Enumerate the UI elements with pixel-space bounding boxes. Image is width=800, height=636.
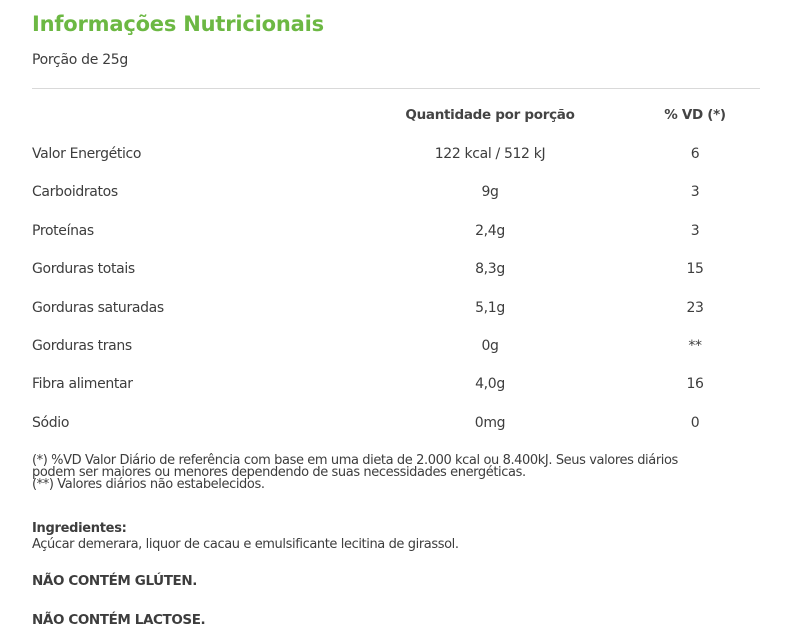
nutrient-name: Valor Energético <box>32 146 142 162</box>
table-row <box>0 289 800 327</box>
table-row <box>0 404 800 442</box>
nutrient-vd: 23 <box>686 299 704 316</box>
table-row <box>0 173 800 211</box>
page-title: Informações Nutricionais <box>32 12 324 36</box>
nutrient-quantity: 9g <box>481 184 499 201</box>
table-row <box>0 250 800 288</box>
nutrient-name: Fibra alimentar <box>32 376 133 393</box>
nutrient-quantity: 0g <box>481 337 499 354</box>
nutrition-table <box>0 135 800 442</box>
footnote-vd: (*) %VD Valor Diário de referência com base em uma dieta de 2.000 kcal ou 8.400kJ. Seus valores diários <box>32 453 678 468</box>
nutrient-quantity: 8,3g <box>475 261 505 278</box>
nutrient-name: Gorduras trans <box>32 337 132 354</box>
footnote-vd-continued: podem ser maiores ou menores dependendo de suas necessidades energéticas. <box>32 465 526 480</box>
nutrient-vd: 6 <box>690 146 700 162</box>
table-row <box>0 327 800 365</box>
nutrient-quantity: 122 kcal / 512 kJ <box>434 146 546 162</box>
table-row <box>0 135 800 173</box>
footnotes <box>32 455 772 491</box>
nutrient-name: Gorduras saturadas <box>32 299 164 316</box>
table-row <box>0 365 800 403</box>
nutrient-vd: 0 <box>690 414 700 431</box>
header-quantity: Quantidade por porção <box>405 107 575 123</box>
nutrient-name: Sódio <box>32 414 70 431</box>
nutrient-quantity: 4,0g <box>475 376 505 393</box>
ingredients-title: Ingredientes: <box>32 521 127 536</box>
ingredients-text: Açúcar demerara, liquor de cacau e emulsificante lecitina de girassol. <box>32 537 459 552</box>
nutrient-name: Proteínas <box>32 222 94 239</box>
nutrient-name: Carboidratos <box>32 184 118 201</box>
gluten-free-notice: NÃO CONTÉM GLÚTEN. <box>32 573 197 589</box>
nutrient-quantity: 0mg <box>474 414 506 431</box>
nutrient-vd: ** <box>688 337 702 354</box>
lactose-free-notice: NÃO CONTÉM LACTOSE. <box>32 612 206 628</box>
portion-size: Porção de 25g <box>32 52 129 68</box>
nutrient-quantity: 5,1g <box>475 299 505 316</box>
nutrient-quantity: 2,4g <box>475 222 505 239</box>
nutrient-vd: 15 <box>686 261 704 278</box>
table-row <box>0 212 800 250</box>
footnote-not-established: (**) Valores diários não estabelecidos. <box>32 477 265 492</box>
nutrient-vd: 3 <box>690 222 700 239</box>
nutrient-vd: 16 <box>686 376 704 393</box>
header-vd: % VD (*) <box>664 107 726 123</box>
nutrient-vd: 3 <box>690 184 700 201</box>
divider <box>32 88 760 89</box>
nutrient-name: Gorduras totais <box>32 261 135 278</box>
